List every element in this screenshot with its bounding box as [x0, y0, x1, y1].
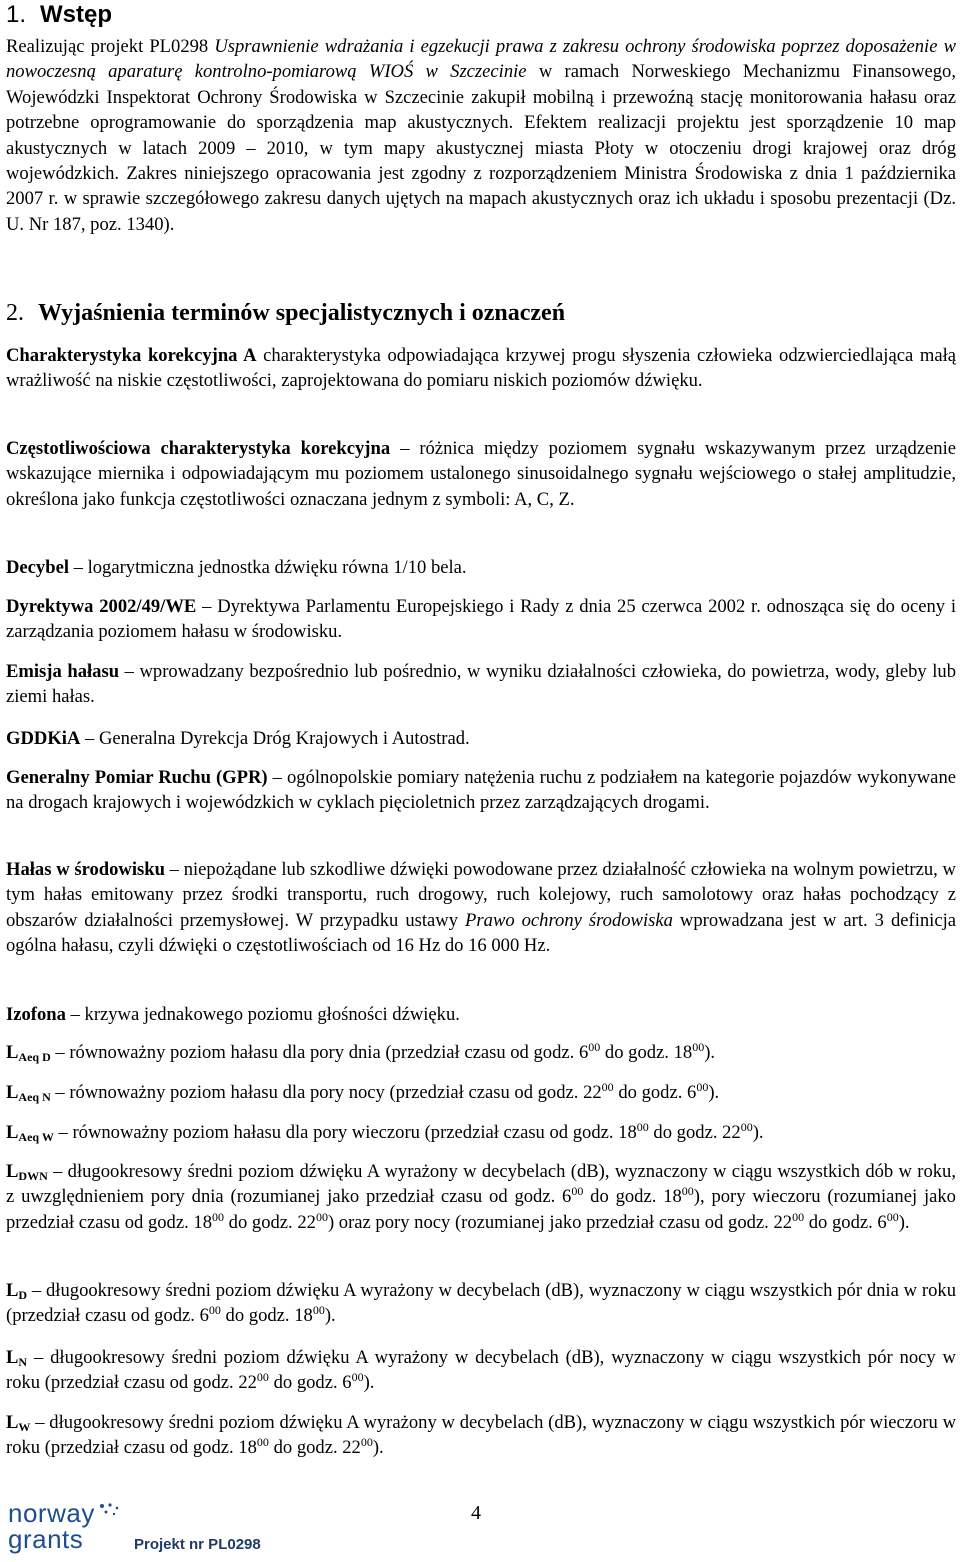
term-name: Charakterystyka korekcyjna A — [6, 345, 257, 366]
term-symbol: L — [6, 1042, 19, 1063]
term-decibel — [6, 555, 956, 580]
term-subscript: Aeq W — [18, 1130, 54, 1144]
term-name: Emisja hałasu — [6, 661, 120, 682]
term-name: Hałas w środowisku — [6, 859, 165, 880]
superscript: 00 — [315, 1209, 328, 1224]
def-part: – długookresowy średni poziom dźwięku A wyrażony w decybelach (dB), wyznaczony w ciągu wszystkich pór wieczoru w roku (przedział czasu od godz. 18 — [6, 1412, 956, 1459]
term-frequency-weighting — [6, 436, 956, 512]
term-gpr — [6, 765, 956, 816]
superscript: 00 — [636, 1120, 649, 1134]
term-symbol: L — [6, 1161, 19, 1182]
term-definition: – Dyrektywa Parlamentu Europejskiego i Rady z dnia 25 czerwca 2002 r. odnosząca się do oceny i zarządzania poziomem hałasu w środowisku. — [6, 596, 956, 643]
term-laeq-d — [6, 1040, 956, 1065]
superscript: 00 — [792, 1209, 805, 1224]
def-part: ) oraz pory nocy (rozumianej jako przedział czasu od godz. 22 — [327, 1211, 793, 1233]
term-directive — [6, 594, 956, 645]
section-1-heading — [6, 0, 112, 30]
term-name: Częstotliwościowa charakterystyka korekcyjna — [6, 438, 391, 459]
def-part: ). — [708, 1082, 720, 1103]
term-definition: – logarytmiczna jednostka dźwięku równa 1/10 bela. — [69, 557, 467, 578]
def-part: – długookresowy średni poziom dźwięku A wyrażony w decybelach (dB), wyznaczony w ciągu wszystkich pór nocy w roku (przedział czasu od godz. 22 — [6, 1347, 956, 1394]
term-symbol: L — [6, 1082, 19, 1103]
superscript: 00 — [696, 1080, 709, 1094]
def-part: – równoważny poziom hałasu dla pory dnia (przedział czasu od godz. 6 — [50, 1042, 589, 1063]
def-part: do godz. 22 — [648, 1122, 741, 1143]
term-subscript: D — [18, 1288, 28, 1302]
superscript: 00 — [360, 1435, 373, 1450]
superscript: 00 — [208, 1303, 221, 1318]
logo-word-grants: grants — [8, 1524, 84, 1554]
term-name: Decybel — [6, 557, 69, 578]
term-definition-end: wprowadzana jest w art. 3 definicja ogólna hałasu, czyli dźwięki o częstotliwościach od 16 Hz do 16 000 Hz. — [6, 909, 956, 957]
term-laeq-w — [6, 1120, 956, 1145]
superscript: 00 — [886, 1209, 899, 1224]
term-ln — [6, 1345, 956, 1396]
section-1-number: 1. — [6, 1, 27, 28]
section-1-title: Wstęp — [40, 1, 113, 28]
superscript: 00 — [212, 1209, 224, 1224]
term-definition: – krzywa jednakowego poziomu głośności dźwięku. — [65, 1004, 460, 1025]
def-part: do godz. 18 — [220, 1305, 313, 1327]
superscript: 00 — [571, 1184, 584, 1199]
term-noise-emission — [6, 659, 956, 710]
logo-word-norway: norway — [8, 1498, 95, 1528]
def-part: ). — [363, 1372, 375, 1394]
term-isophone — [6, 1002, 956, 1027]
superscript: 00 — [256, 1435, 269, 1450]
def-part: – długookresowy średni poziom dźwięku A wyrażony w decybelach (dB), wyznaczony w ciągu wszystkich pór dnia w roku (przedział czasu od godz. 6 — [6, 1280, 956, 1327]
term-symbol: L — [6, 1412, 19, 1433]
def-part: ). — [752, 1122, 764, 1143]
term-subscript: DWN — [18, 1169, 48, 1183]
term-definition: – ogólnopolskie pomiary natężenia ruchu z podziałem na kategorie pojazdów wykonywane na drogach krajowych i wojewódzkich w cyklach pięcioletnich przez zarządzających drogami. — [6, 767, 956, 814]
term-symbol: L — [6, 1280, 19, 1301]
superscript: 00 — [588, 1040, 601, 1054]
def-part: ), pory wieczoru (rozumianej jako przedział czasu od godz. 18 — [6, 1186, 956, 1233]
term-definition: – różnica między poziomem sygnału wskazywanym przez urządzenie wskazujące miernika i odpowiadającym mu poziomem ustalonego sinusoidalnego sygnału wejściowego o stałej amplitudzie, określona jako funkcja częstotliwości oznaczana jednym z symboli: A, C, Z. — [6, 438, 957, 510]
term-definition: charakterystyka odpowiadająca krzywej progu słyszenia człowieka odzwierciedlająca małą wrażliwość na niskie częstotliwości, zaprojektowana do pomiaru niskich poziomów dźwięku. — [6, 345, 956, 392]
page-number: 4 — [471, 1502, 481, 1524]
superscript: 00 — [681, 1184, 694, 1199]
term-gddkia — [6, 726, 956, 751]
section-2-title: Wyjaśnienia terminów specjalistycznych i oznaczeń — [38, 300, 566, 326]
term-subscript: Aeq N — [18, 1090, 51, 1104]
superscript: 00 — [312, 1303, 325, 1318]
term-symbol: L — [6, 1347, 19, 1368]
term-subscript: Aeq D — [18, 1050, 51, 1064]
term-name: GDDKiA — [6, 728, 81, 749]
term-definition: – wprowadzany bezpośrednio lub pośrednio, w wyniku działalności człowieka, do powietrza, wody, gleby lub ziemi hałas. — [6, 661, 957, 708]
norway-grants-logo — [8, 1500, 278, 1560]
term-ld — [6, 1278, 956, 1329]
def-part: – równoważny poziom hałasu dla pory nocy (przedział czasu od godz. 22 — [50, 1082, 602, 1103]
def-part: do godz. 6 — [613, 1082, 697, 1103]
term-laeq-n — [6, 1080, 956, 1105]
term-definition: – niepożądane lub szkodliwe dźwięki powodowane przez działalność człowieka na wolnym powietrzu, w tym hałas emitowany przez środki transportu, ruch drogowy, ruch kolejowy, ruch samolotowy oraz hałas pochodzący z obszarów działalności przemysłowej. W przypadku ustawy — [6, 859, 956, 931]
superscript: 00 — [351, 1370, 364, 1385]
def-part: do godz. 18 — [600, 1042, 693, 1063]
term-definition: – Generalna Dyrekcja Dróg Krajowych i Autostrad. — [80, 728, 470, 749]
project-number-label: Projekt nr PL0298 — [134, 1536, 261, 1553]
def-part: do godz. 6 — [268, 1372, 352, 1394]
term-subscript: W — [18, 1420, 31, 1434]
def-part: – równoważny poziom hałasu dla pory wieczoru (przedział czasu od godz. 18 — [53, 1122, 637, 1143]
logo-dots-icon — [72, 1502, 126, 1542]
def-part: ). — [898, 1211, 910, 1233]
intro-text-rest: w ramach Norweskiego Mechanizmu Finansowego, Wojewódzki Inspektorat Ochrony Środowiska w Szczecinie zakupił mobilną i przewoźną stację monitorowania hałasu oraz potrzebne oprogramowanie do sporządzenia map akustycznych. Efektem realizacji projektu jest sporządzenie 10 map akustycznych w latach 2009 – 2010, w tym mapy akustycznej miasta Płoty w otoczeniu drogi krajowej oraz dróg wojewódzkich. Zakres niniejszego opracowania jest zgodny z rozporządzeniem Ministra Środowiska z dnia 1 października 2007 r. w sprawie szczegółowego zakresu danych ujętych na mapach akustycznych oraz ich układu i sposobu prezentacji (Dz. U. Nr 187, poz. 1340). — [6, 61, 956, 235]
term-environmental-noise — [6, 857, 956, 959]
def-part: ). — [324, 1305, 336, 1327]
superscript: 00 — [256, 1370, 269, 1385]
intro-text-start: Realizując projekt PL0298 — [6, 36, 215, 57]
act-title-italic: Prawo ochrony środowiska — [465, 909, 673, 931]
term-name: Generalny Pomiar Ruchu (GPR) — [6, 767, 268, 788]
term-name: Izofona — [6, 1004, 66, 1025]
superscript: 00 — [740, 1120, 753, 1134]
term-name: Dyrektywa 2002/49/WE — [6, 596, 197, 617]
def-part: do godz. 6 — [804, 1211, 887, 1233]
term-symbol: L — [6, 1122, 19, 1143]
def-part: ). — [372, 1437, 384, 1459]
intro-paragraph — [6, 34, 956, 237]
superscript: 00 — [692, 1040, 705, 1054]
def-part: do godz. 22 — [268, 1437, 361, 1459]
term-subscript: N — [18, 1355, 28, 1369]
term-lw — [6, 1410, 956, 1461]
def-part: – długookresowy średni poziom dźwięku A wyrażony w decybelach (dB), wyznaczony w ciągu wszystkich dób w roku, z uwzględnieniem pory dnia (rozumianej jako przedział czasu od godz. 6 — [6, 1161, 956, 1208]
def-part: do godz. 18 — [583, 1186, 682, 1208]
term-a-weighting — [6, 343, 956, 394]
section-2-heading — [6, 298, 565, 328]
section-2-number: 2. — [6, 300, 24, 326]
project-title-italic: Usprawnienie wdrażania i egzekucji prawa z zakresu ochrony środowiska poprzez doposażenie w nowoczesną aparaturę kontrolno-pomiarową WIOŚ w Szczecinie — [6, 36, 956, 83]
def-part: ). — [704, 1042, 716, 1063]
term-ldwn — [6, 1159, 956, 1235]
superscript: 00 — [601, 1080, 614, 1094]
def-part: do godz. 22 — [224, 1211, 316, 1233]
